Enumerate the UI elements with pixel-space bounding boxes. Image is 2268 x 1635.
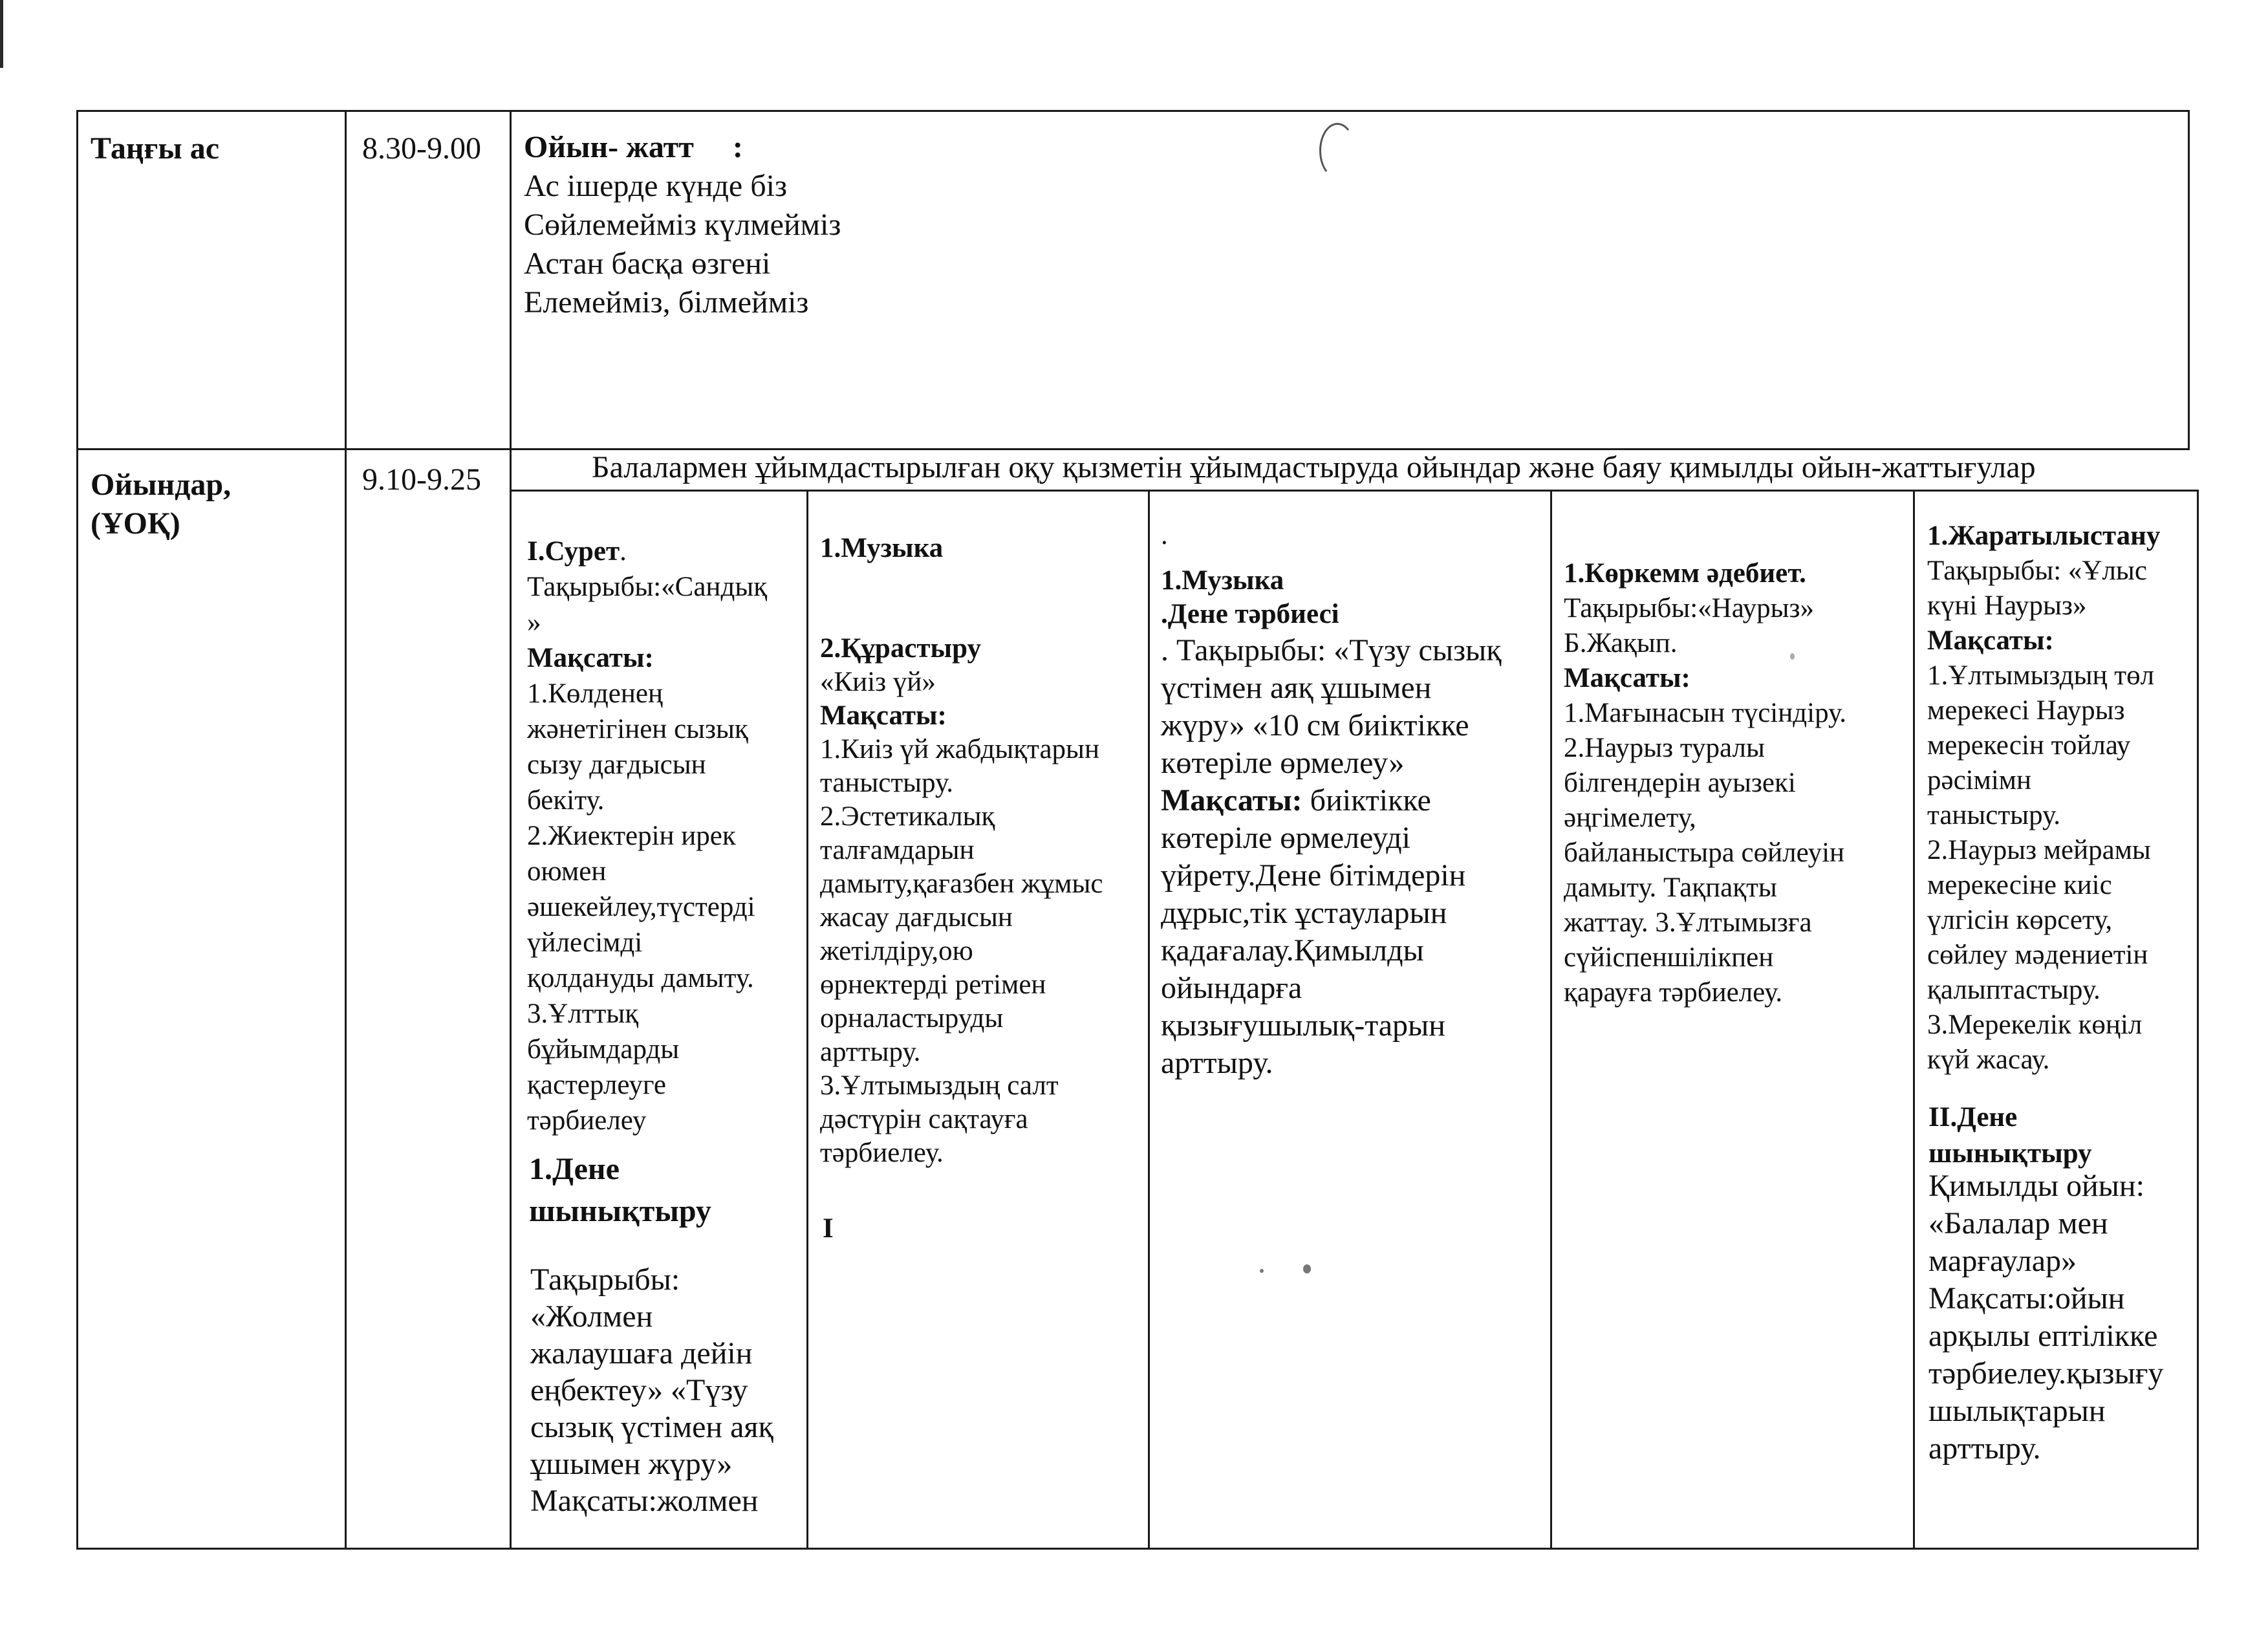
goal-line: қолдануды дамыту. [527, 963, 754, 993]
goal-label: Мақсаты: [820, 700, 947, 731]
sub-line: ұшымен жүру» [530, 1447, 733, 1481]
poem-line: Ас ішерде күнде біз [524, 169, 787, 203]
goal-label: Мақсаты: [1564, 663, 1690, 693]
goal-line: дұрыс,тік ұстауларын [1161, 896, 1447, 930]
col-divider-content [510, 110, 512, 1550]
sub-line: арқылы ептілікке [1928, 1319, 2158, 1353]
goal-line: жаттау. 3.Ұлтымызға [1564, 907, 1812, 938]
col-heading: 1.Жаратылыстану [1927, 521, 2161, 551]
goal-line: қастерлеуге [527, 1070, 666, 1100]
goal-label: Мақсаты: [1927, 625, 2054, 656]
sub-line: жалаушаға дейін [530, 1336, 753, 1370]
sub-line: тәрбиелеу.қызығу [1928, 1356, 2164, 1391]
col-heading: .Дене тәрбиесі [1161, 599, 1339, 629]
goal-line: 2.Наурыз туралы [1564, 733, 1765, 763]
col-line: Б.Жақып. [1564, 628, 1678, 658]
goal-line: көтеріле өрмелеуді [1161, 821, 1410, 855]
goal-line: таныстыру. [1927, 800, 2060, 830]
breakfast-content [524, 128, 841, 322]
goal-line: 2.Наурыз мейрамы [1927, 835, 2151, 865]
column-literature [1564, 556, 1846, 1010]
row-label-games [91, 466, 231, 543]
header-divider [510, 490, 2199, 492]
goal-line: 1.Киіз үй жабдықтарын [820, 734, 1099, 764]
goal-line: жетілдіру,ою [820, 936, 973, 966]
col-divider-2 [1148, 490, 1150, 1550]
row-time-breakfast: 8.30-9.00 [362, 131, 481, 166]
goal-line: мерекесі Наурыз [1927, 695, 2125, 726]
col-heading: І.Сурет [527, 536, 620, 567]
goal-line: білгендерін ауызекі [1564, 768, 1796, 798]
col-line: Тақырыбы: «Ұлыс [1927, 556, 2147, 586]
goal-line: қадағалау.Қимылды [1161, 933, 1424, 968]
goal-line: күй жасау. [1927, 1045, 2050, 1075]
sub-heading-line: шынықтыру [1928, 1138, 2092, 1169]
col-divider-4 [1913, 490, 1915, 1550]
paper-mark [1319, 123, 1355, 179]
column-art-pe-body [530, 1261, 773, 1519]
col-line: көтеріле өрмелеу» [1161, 746, 1405, 780]
goal-line: қызығушылық-тарын [1161, 1008, 1445, 1043]
column-natural-science-pe-heading [1928, 1099, 2092, 1172]
goal-line: талғамдарын [820, 835, 975, 865]
goal-line: тәрбиелеу [527, 1105, 647, 1136]
goal-line: тәрбиелеу. [820, 1138, 944, 1168]
table-border-left [76, 110, 78, 1550]
column-art-pe-heading [529, 1148, 711, 1232]
goal-line: рәсімімн [1927, 765, 2031, 796]
goal-line: үйрету.Дене бітімдерін [1161, 858, 1466, 893]
table-border-bottom [76, 1548, 2199, 1550]
col-heading: 1.Көркемм әдебиет. [1564, 558, 1806, 589]
scan-speck [1303, 1264, 1311, 1273]
goal-label: Мақсаты: [1161, 783, 1302, 817]
sub-line: «Балалар мен [1928, 1206, 2108, 1240]
goal-line: дамыту,қағазбен жұмыс [820, 869, 1103, 899]
sub-line: Мақсаты:ойын [1928, 1281, 2125, 1316]
sub-line: арттыру. [1928, 1431, 2041, 1466]
goal-line: арттыру. [1161, 1046, 1273, 1080]
poem-line: Елемейміз, білмейміз [524, 285, 809, 319]
col-divider-1 [806, 490, 808, 1550]
col-topic: «Киіз үй» [820, 667, 936, 697]
goal-line: сүйіспеншілікпен [1564, 942, 1774, 973]
goal-line: дәстүрін сақтауға [820, 1104, 1028, 1134]
goal-line: орналастыруды [820, 1003, 1004, 1034]
activities-header: Балалармен ұйымдастырылған оқу қызметін ұйымдастыруда ойындар және баяу қимылды ойын-жаттығулар [592, 450, 2036, 484]
scan-edge-mark [0, 0, 3, 68]
row-label-breakfast: Таңғы ас [91, 131, 220, 166]
goal-line: 3.Ұлтымыздың салт [820, 1070, 1059, 1101]
goal-line: жасау дағдысын [820, 902, 1013, 933]
goal-line: өрнектерді ретімен [820, 969, 1046, 1000]
goal-line: 1.Көлденең [527, 678, 663, 709]
goal-line: байланыстыра сөйлеуін [1564, 838, 1845, 868]
col-line: » [527, 607, 541, 638]
poem-line: Астан басқа өзгені [524, 246, 771, 281]
heading-colon: : [732, 130, 743, 164]
goal-line: үлгісін көрсету, [1927, 905, 2113, 935]
goal-line: 2.Жиектерін ирек [527, 821, 736, 851]
goal-line: бекіту. [527, 785, 605, 816]
goal-line: дамыту. Тақпақты [1564, 872, 1777, 903]
goal-line: сөйлеу мәдениетін [1927, 940, 2148, 970]
column-natural-science [1927, 519, 2160, 1077]
sub-line: марғаулар» [1928, 1244, 2077, 1278]
column-natural-science-pe-body [1928, 1167, 2163, 1467]
goal-line: 1.Мағынасын түсіндіру. [1564, 698, 1846, 728]
col-heading: 2.Құрастыру [820, 633, 981, 664]
column-music-heading: 1.Музыка [820, 533, 944, 563]
col-line: Тақырыбы:«Сандық [527, 572, 768, 602]
table-border-right-upper [2188, 110, 2190, 450]
goal-line: қалыптастыру. [1927, 975, 2101, 1005]
poem-line: Сөйлемейміз күлмейміз [524, 208, 841, 242]
col-line: жүру» «10 см биіктікке [1161, 708, 1469, 742]
goal-line: әшекейлеу,түстерді [527, 892, 755, 922]
col-line: үстімен аяқ ұшымен [1161, 671, 1432, 705]
column-construction [820, 632, 1103, 1170]
row-label-line: (ҰОҚ) [91, 506, 180, 541]
table-border-top [76, 110, 2190, 112]
sub-heading-line: ІІ.Дене [1928, 1102, 2018, 1132]
col-divider-time [345, 110, 347, 1550]
sub-line: Мақсаты:жолмен [530, 1484, 759, 1518]
sub-line: Тақырыбы: [530, 1262, 680, 1297]
game-exercise-heading: Ойын- жатт [524, 130, 694, 164]
goal-line: жәнетігінен сызық [527, 714, 748, 744]
column-music-pe-headings [1161, 564, 1339, 631]
goal-line: ойындарға [1161, 971, 1302, 1005]
goal-line: әңгімелету, [1564, 803, 1696, 833]
col-heading: 1.Музыка [1161, 565, 1284, 596]
goal-line: 1.Ұлтымыздың төл [1927, 660, 2155, 691]
sub-line: «Жолмен [530, 1299, 653, 1334]
table-border-right-lower [2197, 490, 2199, 1550]
goal-label: Мақсаты: [527, 643, 654, 673]
goal-line: бұйымдарды [527, 1034, 680, 1065]
row-time-games: 9.10-9.25 [362, 462, 481, 497]
column-music-pe-dot: . [1161, 520, 1168, 550]
goal-line: биіктікке [1302, 783, 1431, 817]
sub-line: шылықтарын [1928, 1394, 2106, 1428]
sub-heading-line: шынықтыру [529, 1194, 711, 1228]
col-line: күні Наурыз» [1927, 590, 2087, 621]
goal-line: оюмен [527, 856, 607, 887]
goal-line: 3.Мерекелік көңіл [1927, 1010, 2143, 1040]
goal-line: 2.Эстетикалық [820, 801, 995, 832]
goal-line: таныстыру. [820, 768, 953, 798]
column-art [527, 534, 767, 1138]
goal-line: үйлесімді [527, 927, 643, 958]
column-music-pe-body [1161, 632, 1502, 1082]
goal-line: сызу дағдысын [527, 750, 706, 780]
scan-speck [1790, 653, 1795, 660]
scan-speck [1260, 1269, 1264, 1273]
goal-line: 3.Ұлттық [527, 999, 639, 1029]
sub-line: еңбектеу» «Түзу [530, 1373, 748, 1407]
col-line: Тақырыбы:«Наурыз» [1564, 593, 1814, 623]
sub-line: Қимылды ойын: [1928, 1169, 2144, 1203]
col-line: . Тақырыбы: «Түзу сызық [1161, 633, 1502, 667]
column-music-tail: І [823, 1213, 834, 1244]
row-label-line: Ойындар, [91, 468, 232, 502]
goal-line: қарауға тәрбиелеу. [1564, 977, 1783, 1008]
goal-line: арттыру. [820, 1037, 921, 1067]
col-divider-3 [1550, 490, 1552, 1550]
goal-line: мерекесін тойлау [1927, 730, 2131, 761]
col-heading-dot: . [620, 536, 627, 567]
goal-line: мерекесіне киіс [1927, 870, 2112, 900]
sub-heading-line: 1.Дене [529, 1152, 620, 1186]
sub-line: сызық үстімен аяқ [530, 1410, 773, 1444]
